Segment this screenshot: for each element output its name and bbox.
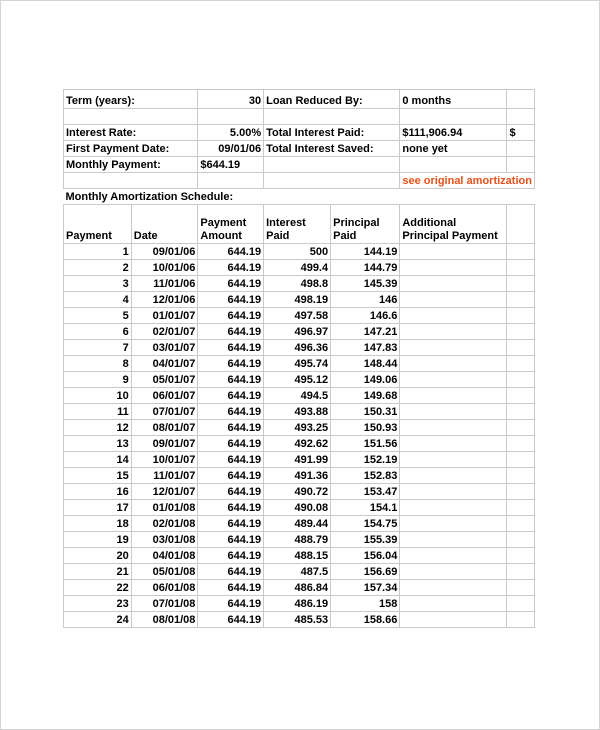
payment-amount: 644.19: [198, 596, 264, 612]
interest-paid: 488.79: [264, 532, 331, 548]
principal-paid: 149.06: [331, 372, 400, 388]
additional-principal-input[interactable]: [400, 356, 507, 372]
schedule-rows: [64, 244, 535, 628]
principal-paid: 146: [331, 292, 400, 308]
payment-number: 16: [64, 484, 132, 500]
principal-paid: 150.31: [331, 404, 400, 420]
additional-principal-input[interactable]: [400, 532, 507, 548]
see-original-amortization-link[interactable]: see original amortization: [400, 173, 535, 189]
table-row: [64, 500, 535, 516]
payment-date: 01/01/08: [131, 500, 198, 516]
additional-principal-input[interactable]: [400, 564, 507, 580]
interest-paid: 499.4: [264, 260, 331, 276]
payment-amount: 644.19: [198, 532, 264, 548]
principal-paid: 154.1: [331, 500, 400, 516]
payment-date: 04/01/08: [131, 548, 198, 564]
additional-principal-input[interactable]: [400, 484, 507, 500]
payment-date: 07/01/08: [131, 596, 198, 612]
principal-paid: 144.19: [331, 244, 400, 260]
payment-date: 09/01/06: [131, 244, 198, 260]
term-value[interactable]: 30: [198, 90, 264, 109]
table-row: [64, 388, 535, 404]
payment-date: 12/01/06: [131, 292, 198, 308]
additional-principal-input[interactable]: [400, 468, 507, 484]
payment-number: 4: [64, 292, 132, 308]
link-row: [64, 173, 535, 189]
table-row: [64, 564, 535, 580]
table-row: [64, 516, 535, 532]
payment-amount: 644.19: [198, 548, 264, 564]
interest-paid: 498.19: [264, 292, 331, 308]
payment-number: 7: [64, 340, 132, 356]
interest-paid: 488.15: [264, 548, 331, 564]
monthly-payment-label: Monthly Payment:: [64, 157, 198, 173]
payment-amount: 644.19: [198, 372, 264, 388]
payment-date: 06/01/08: [131, 580, 198, 596]
principal-paid: 153.47: [331, 484, 400, 500]
payment-number: 24: [64, 612, 132, 628]
interest-paid: 494.5: [264, 388, 331, 404]
payment-number: 8: [64, 356, 132, 372]
additional-principal-input[interactable]: [400, 420, 507, 436]
loan-reduced-value: 0 months: [400, 90, 507, 109]
payment-amount: 644.19: [198, 452, 264, 468]
additional-principal-input[interactable]: [400, 452, 507, 468]
payment-date: 10/01/06: [131, 260, 198, 276]
payment-amount: 644.19: [198, 484, 264, 500]
first-payment-date-label: First Payment Date:: [64, 141, 198, 157]
additional-principal-input[interactable]: [400, 372, 507, 388]
payment-number: 14: [64, 452, 132, 468]
payment-number: 22: [64, 580, 132, 596]
table-row: [64, 596, 535, 612]
payment-date: 11/01/06: [131, 276, 198, 292]
interest-paid: 495.12: [264, 372, 331, 388]
additional-principal-input[interactable]: [400, 580, 507, 596]
additional-principal-input[interactable]: [400, 388, 507, 404]
header-date: Date: [131, 205, 198, 244]
payment-amount: 644.19: [198, 324, 264, 340]
table-row: [64, 452, 535, 468]
payment-amount: 644.19: [198, 580, 264, 596]
table-row: [64, 436, 535, 452]
payment-amount: 644.19: [198, 516, 264, 532]
payment-number: 17: [64, 500, 132, 516]
interest-paid: 485.53: [264, 612, 331, 628]
payment-number: 20: [64, 548, 132, 564]
first-payment-date-value[interactable]: 09/01/06: [198, 141, 264, 157]
table-row: [64, 308, 535, 324]
principal-paid: 150.93: [331, 420, 400, 436]
payment-amount: 644.19: [198, 564, 264, 580]
schedule-title-row: [64, 189, 535, 205]
payment-date: 02/01/08: [131, 516, 198, 532]
interest-paid: 490.08: [264, 500, 331, 516]
payment-number: 5: [64, 308, 132, 324]
payment-amount: 644.19: [198, 612, 264, 628]
principal-paid: 158.66: [331, 612, 400, 628]
payment-number: 12: [64, 420, 132, 436]
interest-paid: 486.19: [264, 596, 331, 612]
payment-date: 12/01/07: [131, 484, 198, 500]
table-row: [64, 404, 535, 420]
interest-paid: 492.62: [264, 436, 331, 452]
payment-date: 09/01/07: [131, 436, 198, 452]
additional-principal-input[interactable]: [400, 436, 507, 452]
payment-date: 06/01/07: [131, 388, 198, 404]
interest-paid: 491.36: [264, 468, 331, 484]
interest-paid: 493.88: [264, 404, 331, 420]
payment-date: 07/01/07: [131, 404, 198, 420]
additional-principal-input[interactable]: [400, 292, 507, 308]
payment-number: 23: [64, 596, 132, 612]
principal-paid: 148.44: [331, 356, 400, 372]
table-row: [64, 548, 535, 564]
payment-amount: 644.19: [198, 308, 264, 324]
payment-amount: 644.19: [198, 404, 264, 420]
first-date-row: [64, 141, 535, 157]
payment-amount: 644.19: [198, 436, 264, 452]
additional-principal-input[interactable]: [400, 276, 507, 292]
payment-number: 11: [64, 404, 132, 420]
payment-number: 10: [64, 388, 132, 404]
principal-paid: 154.75: [331, 516, 400, 532]
spreadsheet: [63, 89, 535, 628]
interest-paid: 487.5: [264, 564, 331, 580]
payment-amount: 644.19: [198, 292, 264, 308]
table-row: [64, 292, 535, 308]
additional-principal-input[interactable]: [400, 596, 507, 612]
table-row: [64, 340, 535, 356]
interest-paid: 496.36: [264, 340, 331, 356]
principal-paid: 151.56: [331, 436, 400, 452]
payment-number: 18: [64, 516, 132, 532]
payment-amount: 644.19: [198, 500, 264, 516]
principal-paid: 152.83: [331, 468, 400, 484]
spacer-row: [64, 109, 535, 125]
payment-amount: 644.19: [198, 420, 264, 436]
payment-amount: 644.19: [198, 388, 264, 404]
header-interest-paid: Interest Paid: [264, 205, 331, 244]
principal-paid: 149.68: [331, 388, 400, 404]
table-row: [64, 420, 535, 436]
total-interest-label: Total Interest Paid:: [264, 125, 400, 141]
table-row: [64, 532, 535, 548]
additional-principal-input[interactable]: [400, 244, 507, 260]
principal-paid: 156.69: [331, 564, 400, 580]
payment-date: 10/01/07: [131, 452, 198, 468]
table-row: [64, 324, 535, 340]
interest-paid: 489.44: [264, 516, 331, 532]
payment-number: 15: [64, 468, 132, 484]
total-interest-saved-value: none yet: [400, 141, 507, 157]
payment-amount: 644.19: [198, 356, 264, 372]
table-row: [64, 244, 535, 260]
interest-paid: 490.72: [264, 484, 331, 500]
payment-date: 03/01/07: [131, 340, 198, 356]
additional-principal-input[interactable]: [400, 612, 507, 628]
payment-number: 1: [64, 244, 132, 260]
payment-number: 13: [64, 436, 132, 452]
table-row: [64, 276, 535, 292]
principal-paid: 145.39: [331, 276, 400, 292]
principal-paid: 147.21: [331, 324, 400, 340]
payment-date: 04/01/07: [131, 356, 198, 372]
interest-paid: 486.84: [264, 580, 331, 596]
interest-rate-label: Interest Rate:: [64, 125, 198, 141]
table-row: [64, 356, 535, 372]
payment-number: 19: [64, 532, 132, 548]
loan-reduced-label: Loan Reduced By:: [264, 90, 400, 109]
amortization-sheet: [63, 89, 535, 628]
payment-date: 03/01/08: [131, 532, 198, 548]
interest-paid: 491.99: [264, 452, 331, 468]
interest-paid: 497.58: [264, 308, 331, 324]
additional-principal-input[interactable]: [400, 548, 507, 564]
header-additional-principal: Additional Principal Payment: [400, 205, 507, 244]
payment-date: 11/01/07: [131, 468, 198, 484]
additional-principal-input[interactable]: [400, 404, 507, 420]
header-principal-paid: Principal Paid: [331, 205, 400, 244]
additional-principal-input[interactable]: [400, 308, 507, 324]
term-row: [64, 90, 535, 109]
principal-paid: 146.6: [331, 308, 400, 324]
term-label: Term (years):: [64, 90, 198, 109]
total-interest-value: $111,906.94: [400, 125, 507, 141]
total-interest-saved-label: Total Interest Saved:: [264, 141, 400, 157]
payment-date: 08/01/07: [131, 420, 198, 436]
interest-rate-value[interactable]: 5.00%: [198, 125, 264, 141]
payment-amount: 644.19: [198, 260, 264, 276]
principal-paid: 156.04: [331, 548, 400, 564]
additional-principal-input[interactable]: [400, 324, 507, 340]
table-row: [64, 260, 535, 276]
payment-amount: 644.19: [198, 276, 264, 292]
schedule-header-row: [64, 205, 535, 244]
schedule-title: Monthly Amortization Schedule:: [64, 189, 535, 205]
payment-date: 02/01/07: [131, 324, 198, 340]
additional-principal-input[interactable]: [400, 260, 507, 276]
additional-principal-input[interactable]: [400, 340, 507, 356]
principal-paid: 158: [331, 596, 400, 612]
principal-paid: 157.34: [331, 580, 400, 596]
payment-number: 6: [64, 324, 132, 340]
payment-date: 01/01/07: [131, 308, 198, 324]
principal-paid: 144.79: [331, 260, 400, 276]
clipped-cell: $: [507, 125, 535, 141]
payment-amount: 644.19: [198, 468, 264, 484]
payment-date: 05/01/07: [131, 372, 198, 388]
payment-date: 08/01/08: [131, 612, 198, 628]
monthly-row: [64, 157, 535, 173]
interest-paid: 498.8: [264, 276, 331, 292]
payment-amount: 644.19: [198, 340, 264, 356]
additional-principal-input[interactable]: [400, 516, 507, 532]
table-row: [64, 372, 535, 388]
payment-number: 21: [64, 564, 132, 580]
payment-number: 3: [64, 276, 132, 292]
rate-row: [64, 125, 535, 141]
table-row: [64, 468, 535, 484]
interest-paid: 496.97: [264, 324, 331, 340]
payment-number: 2: [64, 260, 132, 276]
principal-paid: 152.19: [331, 452, 400, 468]
payment-amount: 644.19: [198, 244, 264, 260]
monthly-payment-value: $644.19: [198, 157, 264, 173]
payment-number: 9: [64, 372, 132, 388]
payment-date: 05/01/08: [131, 564, 198, 580]
interest-paid: 495.74: [264, 356, 331, 372]
table-row: [64, 484, 535, 500]
header-payment-amount: Payment Amount: [198, 205, 264, 244]
header-payment: Payment: [64, 205, 132, 244]
interest-paid: 493.25: [264, 420, 331, 436]
interest-paid: 500: [264, 244, 331, 260]
principal-paid: 147.83: [331, 340, 400, 356]
table-row: [64, 612, 535, 628]
table-row: [64, 580, 535, 596]
principal-paid: 155.39: [331, 532, 400, 548]
additional-principal-input[interactable]: [400, 500, 507, 516]
